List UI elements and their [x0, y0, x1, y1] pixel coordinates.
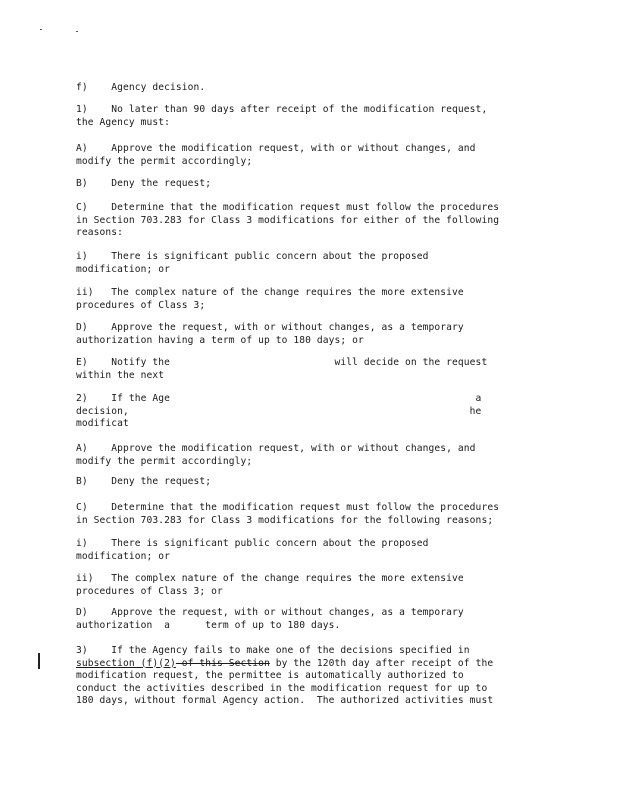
- paragraph-3-remaining: modification request, the permittee is automatically authorized to conduct the activities described in the modification request for up to 180 days, without formal Agency action. The authorized activities must: [76, 670, 494, 707]
- paragraph-3-line1: 3) If the Agency fails to make one of the decisions specified in: [76, 645, 470, 656]
- paragraph-2A: A) Approve the modification request, with or without changes, and modify the permit accordingly;: [76, 443, 476, 467]
- margin-change-bar: [38, 653, 40, 669]
- paragraph-1: 1) No later than 90 days after receipt of the modification request, the Agency must:: [76, 104, 488, 128]
- paragraph-1C: C) Determine that the modification request must follow the procedures in Section 703.283 for Class 3 modifications for either of the following reasons:: [76, 202, 500, 239]
- scan-speck: [40, 29, 42, 30]
- paragraph-3-inserted-text: subsection (f)(2): [76, 657, 176, 669]
- paragraph-3: [76, 645, 546, 708]
- paragraph-1D: D) Approve the request, with or without changes, as a temporary authorization having a term of up to 180 days; or: [76, 322, 464, 346]
- paragraph-3-deleted-text: of this Section: [175, 657, 270, 669]
- paragraph-1A: A) Approve the modification request, with or without changes, and modify the permit accordingly;: [76, 143, 476, 167]
- paragraph-2Cii: ii) The complex nature of the change requires the more extensive procedures of Class 3; or: [76, 573, 464, 597]
- paragraph-3-line2-rest: by the 120th day after receipt of the: [269, 657, 494, 669]
- paragraph-1B: B) Deny the request;: [76, 178, 212, 189]
- paragraph-1E: E) Notify the will decide on the request within the next: [76, 357, 488, 381]
- redaction-patch: [168, 418, 458, 430]
- paragraph-2B: B) Deny the request;: [76, 476, 212, 487]
- paragraph-1Ci: i) There is significant public concern about the proposed modification; or: [76, 251, 429, 275]
- paragraph-2: 2) If the Age a decision, he modificat: [76, 393, 482, 430]
- paragraph-2Ci: i) There is significant public concern about the proposed modification; or: [76, 538, 429, 562]
- paragraph-1Cii: ii) The complex nature of the change requires the more extensive procedures of Class 3;: [76, 287, 464, 311]
- paragraph-2C: C) Determine that the modification request must follow the procedures in Section 703.283 for Class 3 modifications for the following reasons;: [76, 502, 500, 526]
- paragraph-2D: D) Approve the request, with or without changes, as a temporary authorization a term of up to 180 days.: [76, 607, 464, 631]
- scan-speck: [76, 31, 78, 32]
- section-f-heading: f) Agency decision.: [76, 82, 206, 93]
